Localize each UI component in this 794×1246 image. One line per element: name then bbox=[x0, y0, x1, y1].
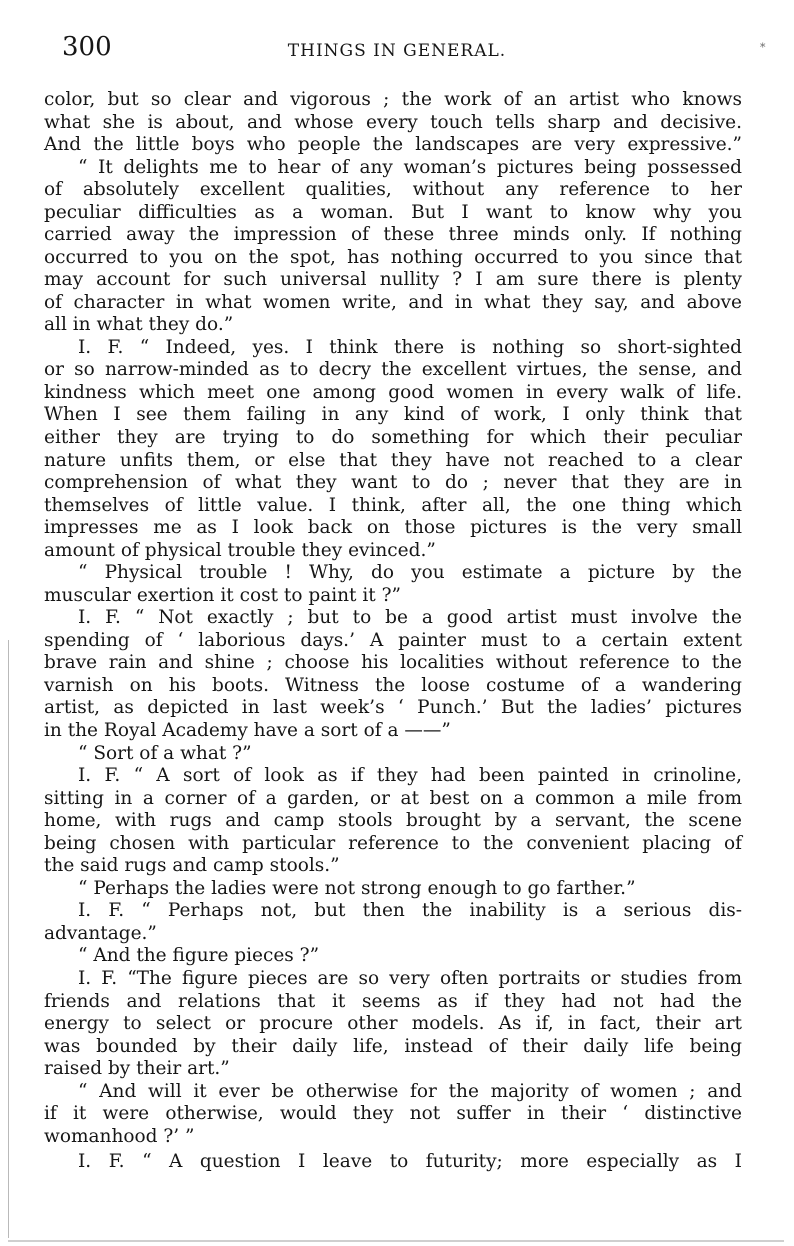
text-line: or so narrow-minded as to decry the excellent virtues, the sense, and bbox=[44, 359, 742, 380]
text-line: raised by their art.” bbox=[44, 1058, 230, 1079]
text-line: all in what they do.” bbox=[44, 314, 234, 335]
text-line: friends and relations that it seems as if they had not had the bbox=[44, 991, 742, 1012]
text-line: in the Royal Academy have a sort of a ——” bbox=[44, 720, 451, 741]
text-line: kindness which meet one among good women in every walk of life. bbox=[44, 382, 742, 403]
text-line: I. F. “ A sort of look as if they had been painted in crinoline, bbox=[78, 765, 742, 786]
text-line: advantage.” bbox=[44, 923, 157, 944]
text-line: “ And the figure pieces ?” bbox=[78, 945, 320, 966]
text-line: sitting in a corner of a garden, or at best on a common a mile from bbox=[44, 788, 742, 809]
text-line: I. F. “ Indeed, yes. I think there is nothing so short-sighted bbox=[78, 337, 742, 358]
text-line: occurred to you on the spot, has nothing occurred to you since that bbox=[44, 247, 742, 268]
page-edge-rule bbox=[8, 640, 9, 1238]
text-line: And the little boys who people the landscapes are very expressive.” bbox=[44, 134, 742, 155]
text-line: artist, as depicted in last week’s ‘ Punch.’ But the ladies’ pictures bbox=[44, 697, 742, 718]
text-line: amount of physical trouble they evinced.” bbox=[44, 540, 436, 561]
text-line: may account for such universal nullity ? I am sure there is plenty bbox=[44, 269, 742, 290]
text-line: When I see them failing in any kind of work, I only think that bbox=[44, 404, 742, 425]
text-line: comprehension of what they want to do ; never that they are in bbox=[44, 472, 742, 493]
text-line: varnish on his boots. Witness the loose costume of a wandering bbox=[44, 675, 742, 696]
text-line: womanhood ?’ ” bbox=[44, 1126, 195, 1147]
text-line: “ Physical trouble ! Why, do you estimate a picture by the bbox=[78, 562, 742, 583]
text-line: I. F. “ A question I leave to futurity; more especially as I bbox=[78, 1151, 742, 1172]
text-line: energy to select or procure other models. As if, in fact, their art bbox=[44, 1013, 742, 1034]
text-line: I. F. “ Perhaps not, but then the inability is a serious dis- bbox=[78, 900, 742, 921]
running-title: THINGS IN GENERAL. bbox=[287, 41, 507, 61]
text-line: muscular exertion it cost to paint it ?” bbox=[44, 585, 401, 606]
text-line: I. F. “The figure pieces are so very often portraits or studies from bbox=[78, 968, 742, 989]
text-line: was bounded by their daily life, instead of their daily life being bbox=[44, 1036, 742, 1057]
text-line: “ And will it ever be otherwise for the majority of women ; and bbox=[78, 1081, 742, 1102]
text-line: of character in what women write, and in what they say, and above bbox=[44, 292, 742, 313]
text-line: impresses me as I look back on those pictures is the very small bbox=[44, 517, 742, 538]
text-line: color, but so clear and vigorous ; the work of an artist who knows bbox=[44, 89, 742, 110]
text-line: being chosen with particular reference to the convenient placing of bbox=[44, 833, 742, 854]
text-line: “ It delights me to hear of any woman’s pictures being possessed bbox=[78, 157, 742, 178]
text-line: nature unfits them, or else that they have not reached to a clear bbox=[44, 450, 742, 471]
text-line: what she is about, and whose every touch tells sharp and decisive. bbox=[44, 112, 742, 133]
text-line: home, with rugs and camp stools brought by a servant, the scene bbox=[44, 810, 742, 831]
text-line: “ Sort of a what ?” bbox=[78, 743, 252, 764]
text-line: themselves of little value. I think, after all, the one thing which bbox=[44, 495, 742, 516]
page-bottom-rule bbox=[8, 1240, 784, 1242]
text-line: carried away the impression of these three minds only. If nothing bbox=[44, 224, 742, 245]
text-line: peculiar difficulties as a woman. But I want to know why you bbox=[44, 202, 742, 223]
text-line: brave rain and shine ; choose his localities without reference to the bbox=[44, 652, 742, 673]
text-line: spending of ‘ laborious days.’ A painter must to a certain extent bbox=[44, 630, 742, 651]
text-line: I. F. “ Not exactly ; but to be a good artist must involve the bbox=[78, 607, 742, 628]
text-line: either they are trying to do something for which their peculiar bbox=[44, 427, 742, 448]
text-line: of absolutely excellent qualities, without any reference to her bbox=[44, 179, 742, 200]
text-line: if it were otherwise, would they not suffer in their ‘ distinctive bbox=[44, 1103, 742, 1124]
corner-mark: * bbox=[760, 41, 766, 54]
page-number: 300 bbox=[62, 32, 112, 62]
text-line: “ Perhaps the ladies were not strong enough to go farther.” bbox=[78, 878, 636, 899]
text-line: the said rugs and camp stools.” bbox=[44, 855, 340, 876]
